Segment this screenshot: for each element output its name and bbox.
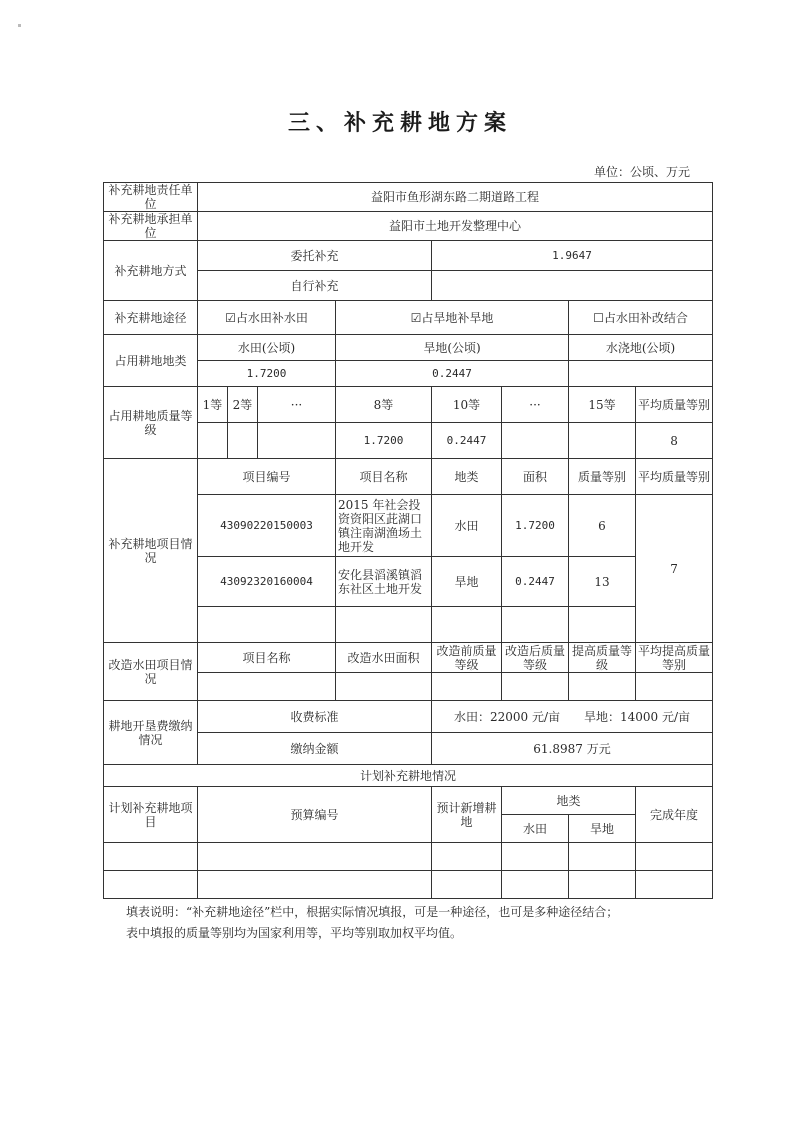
project-code: 43092320160004 xyxy=(198,557,336,607)
project-grade: 13 xyxy=(569,557,636,607)
occupied-dry-value: 0.2447 xyxy=(336,361,569,387)
page-title: 三、补充耕地方案 xyxy=(287,110,512,136)
fee-paid-value: 61.8987 万元 xyxy=(432,733,713,765)
occupied-type-label: 占用耕地地类 xyxy=(104,335,198,387)
fee-label: 耕地开垦费缴纳情况 xyxy=(104,701,198,765)
project-avg-value: 7 xyxy=(636,495,713,643)
project-code-header: 项目编号 xyxy=(198,459,336,495)
project-type-header: 地类 xyxy=(432,459,502,495)
project-name: 安化县滔溪镇滔东社区土地开发 xyxy=(336,557,432,607)
route-label: 补充耕地途径 xyxy=(104,301,198,335)
project-name-header: 项目名称 xyxy=(336,459,432,495)
upgrade-before-header: 改造前质量等级 xyxy=(432,643,502,673)
grade-avg-value: 8 xyxy=(636,423,713,459)
fee-standard-label: 收费标准 xyxy=(198,701,432,733)
project-area: 1.7200 xyxy=(502,495,569,557)
plan-dry-header: 旱地 xyxy=(569,815,636,843)
grade-8-header: 8等 xyxy=(336,387,432,423)
upgrade-after-header: 改造后质量等级 xyxy=(502,643,569,673)
note-line-1: 填表说明：“补充耕地途径”栏中，根据实际情况填报，可是一种途径，也可是多种途径结合； xyxy=(126,905,619,919)
occupied-irrigated-header: 水浇地(公顷) xyxy=(569,335,713,361)
undertake-unit-value: 益阳市土地开发整理中心 xyxy=(198,212,713,241)
grade-avg-header: 平均质量等别 xyxy=(636,387,713,423)
self-label: 自行补充 xyxy=(198,271,432,301)
plan-budget-header: 预算编号 xyxy=(198,787,432,843)
duty-unit-value: 益阳市鱼形湖东路二期道路工程 xyxy=(198,183,713,212)
project-grade-header: 质量等别 xyxy=(569,459,636,495)
undertake-unit-label: 补充耕地承担单位 xyxy=(104,212,198,241)
scan-mark xyxy=(18,24,21,27)
grade-15-header: 15等 xyxy=(569,387,636,423)
grade-8-value: 1.7200 xyxy=(336,423,432,459)
route-option-dry: ☑占旱地补旱地 xyxy=(336,301,569,335)
unit-label: 单位：公顷、万元 xyxy=(593,165,690,179)
supplement-farmland-table xyxy=(103,182,713,899)
grade-ellipsis-header-2: ··· xyxy=(502,387,569,423)
entrust-label: 委托补充 xyxy=(198,241,432,271)
upgrade-name-header: 项目名称 xyxy=(198,643,336,673)
occupied-dry-header: 旱地(公顷) xyxy=(336,335,569,361)
project-type: 旱地 xyxy=(432,557,502,607)
duty-unit-label: 补充耕地责任单位 xyxy=(104,183,198,212)
project-area: 0.2447 xyxy=(502,557,569,607)
route-option-mixed: ☐占水田补改结合 xyxy=(569,301,713,335)
plan-project-label: 计划补充耕地项目 xyxy=(104,787,198,843)
project-avg-header: 平均质量等别 xyxy=(636,459,713,495)
project-type: 水田 xyxy=(432,495,502,557)
project-grade: 6 xyxy=(569,495,636,557)
route-option-paddy: ☑占水田补水田 xyxy=(198,301,336,335)
grade-1-header: 1等 xyxy=(198,387,228,423)
upgrade-increase-header: 提高质量等级 xyxy=(569,643,636,673)
fee-standard-value: 水田：22000 元/亩 旱地：14000 元/亩 xyxy=(432,701,713,733)
projects-label: 补充耕地项目情况 xyxy=(104,459,198,643)
upgrade-area-header: 改造水田面积 xyxy=(336,643,432,673)
occupied-grade-label: 占用耕地质量等级 xyxy=(104,387,198,459)
grade-10-value: 0.2447 xyxy=(432,423,502,459)
paddy-upgrade-label: 改造水田项目情况 xyxy=(104,643,198,701)
occupied-irrigated-value xyxy=(569,361,713,387)
plan-section-title: 计划补充耕地情况 xyxy=(104,765,713,787)
fee-paid-label: 缴纳金额 xyxy=(198,733,432,765)
occupied-paddy-value: 1.7200 xyxy=(198,361,336,387)
upgrade-avg-header: 平均提高质量等别 xyxy=(636,643,713,673)
grade-2-header: 2等 xyxy=(228,387,258,423)
fill-instructions xyxy=(126,902,706,944)
occupied-paddy-header: 水田(公顷) xyxy=(198,335,336,361)
project-code: 43090220150003 xyxy=(198,495,336,557)
grade-ellipsis-header: ··· xyxy=(258,387,336,423)
project-area-header: 面积 xyxy=(502,459,569,495)
note-line-2: 表中填报的质量等别均为国家利用等，平均等别取加权平均值。 xyxy=(126,926,463,940)
entrust-value: 1.9647 xyxy=(432,241,713,271)
self-value xyxy=(432,271,713,301)
grade-10-header: 10等 xyxy=(432,387,502,423)
plan-expected-header: 预计新增耕地 xyxy=(432,787,502,843)
plan-year-header: 完成年度 xyxy=(636,787,713,843)
project-name: 2015 年社会投资资阳区茈湖口镇注南湖渔场土地开发 xyxy=(336,495,432,557)
plan-paddy-header: 水田 xyxy=(502,815,569,843)
method-label: 补充耕地方式 xyxy=(104,241,198,301)
plan-landtype-header: 地类 xyxy=(502,787,636,815)
